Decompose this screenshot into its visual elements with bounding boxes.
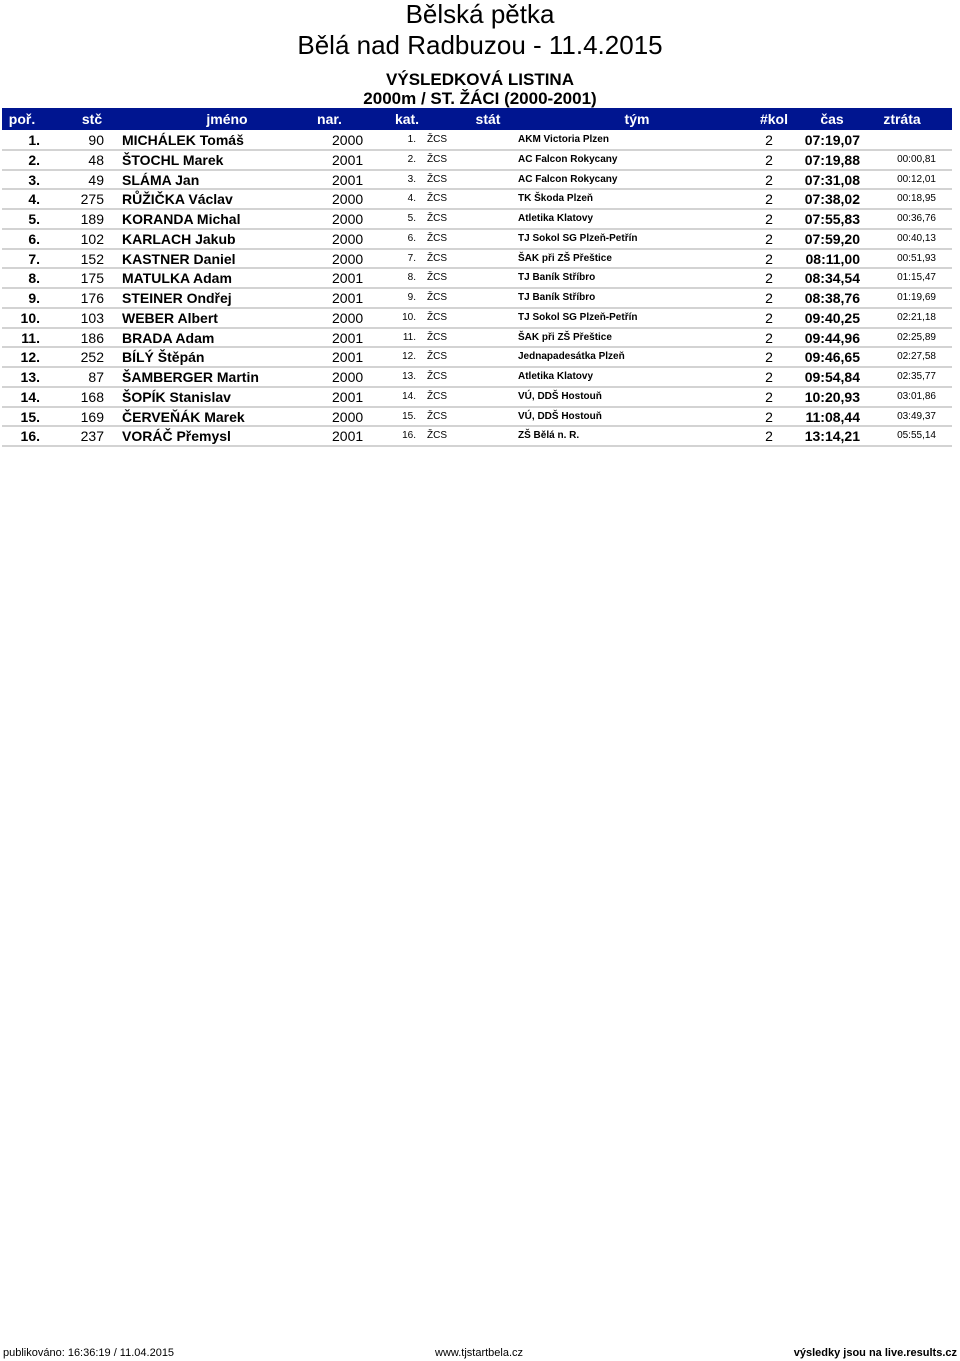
category-rank: 3. (407, 173, 416, 185)
table-header (2, 108, 952, 130)
column-header-laps: #kol (759, 111, 788, 127)
birth-year: 2001 (332, 329, 364, 346)
country: ŽCS (427, 430, 447, 442)
bib-number: 152 (80, 250, 104, 267)
team-name: AKM Victoria Plzen (518, 134, 609, 145)
bib-number: 175 (80, 270, 104, 287)
finish-time: 09:46,65 (804, 349, 860, 366)
column-header-time: čas (820, 111, 844, 127)
category-rank: 15. (402, 410, 416, 422)
athlete-name: BÍLÝ Štěpán (122, 349, 205, 366)
birth-year: 2000 (332, 132, 364, 148)
time-gap: 02:35,77 (897, 371, 936, 382)
table-row (2, 289, 952, 309)
country: ŽCS (427, 331, 447, 343)
birth-year: 2000 (332, 369, 364, 385)
table-row (2, 348, 952, 368)
table-row (2, 230, 952, 250)
finish-time: 10:20,93 (804, 388, 860, 405)
team-name: VÚ, DDŠ Hostouň (518, 390, 602, 402)
lap-count: 2 (765, 329, 773, 346)
birth-year: 2001 (332, 290, 364, 306)
lap-count: 2 (765, 132, 773, 148)
column-header-name: jméno (206, 111, 248, 127)
time-gap: 00:00,81 (897, 153, 936, 165)
result-position: 2. (28, 151, 40, 168)
result-position: 8. (28, 270, 40, 287)
time-gap: 00:36,76 (897, 213, 936, 224)
finish-time: 08:38,76 (804, 290, 860, 306)
category-rank: 2. (407, 153, 416, 165)
category-rank: 14. (402, 390, 416, 402)
lap-count: 2 (765, 171, 773, 188)
table-row (2, 171, 952, 191)
published-timestamp: publikováno: 16:36:19 / 11.04.2015 (3, 1347, 175, 1359)
bib-number: 237 (80, 428, 104, 445)
result-position: 10. (20, 309, 40, 326)
team-name: ZŠ Bělá n. R. (518, 430, 580, 442)
bib-number: 102 (80, 230, 104, 247)
birth-year: 2000 (332, 191, 364, 208)
category-rank: 4. (407, 193, 416, 205)
team-name: AC Falcon Rokycany (518, 153, 618, 165)
finish-time: 08:34,54 (804, 270, 860, 287)
team-name: TK Škoda Plzeň (518, 193, 594, 205)
bib-number: 176 (80, 290, 104, 306)
result-position: 5. (28, 211, 40, 227)
results-table (2, 131, 952, 447)
team-name: TJ Baník Stříbro (518, 272, 596, 284)
athlete-name: KORANDA Michal (122, 211, 241, 227)
team-name: Atletika Klatovy (518, 213, 594, 224)
category-rank: 1. (407, 134, 416, 145)
table-row (2, 329, 952, 349)
category-rank: 11. (402, 331, 416, 343)
finish-time: 07:38,02 (804, 191, 860, 208)
athlete-name: RŮŽIČKA Václav (122, 191, 233, 208)
team-name: VÚ, DDŠ Hostouň (518, 410, 602, 422)
lap-count: 2 (765, 211, 773, 227)
lap-count: 2 (765, 290, 773, 306)
website-link[interactable]: www.tjstartbela.cz (435, 1347, 524, 1359)
column-header-bib: stč (81, 111, 103, 127)
table-row (2, 408, 952, 428)
country: ŽCS (427, 351, 447, 363)
finish-time: 07:19,07 (804, 132, 860, 148)
category-title: 2000m / ST. ŽÁCI (2000-2001) (363, 89, 597, 108)
column-header-team: tým (624, 111, 650, 127)
lap-count: 2 (765, 191, 773, 208)
bib-number: 252 (80, 349, 104, 366)
category-rank: 13. (402, 371, 416, 382)
birth-year: 2000 (332, 408, 364, 425)
lap-count: 2 (765, 349, 773, 366)
bib-number: 168 (80, 388, 104, 405)
team-name: TJ Sokol SG Plzeň-Petřín (518, 232, 638, 244)
result-position: 13. (20, 369, 40, 385)
table-row (2, 151, 952, 171)
lap-count: 2 (765, 250, 773, 267)
country: ŽCS (427, 193, 447, 205)
time-gap: 05:55,14 (897, 430, 936, 442)
finish-time: 07:55,83 (804, 211, 860, 227)
table-row (2, 309, 952, 329)
result-position: 7. (28, 250, 40, 267)
time-gap: 03:49,37 (897, 410, 936, 422)
result-position: 6. (28, 230, 40, 247)
category-rank: 7. (407, 252, 416, 264)
birth-year: 2001 (332, 270, 364, 287)
team-name: TJ Baník Stříbro (518, 292, 596, 303)
birth-year: 2000 (332, 250, 364, 267)
country: ŽCS (427, 292, 447, 303)
lap-count: 2 (765, 309, 773, 326)
athlete-name: KASTNER Daniel (122, 250, 236, 267)
team-name: Atletika Klatovy (518, 371, 594, 382)
result-position: 15. (20, 408, 40, 425)
finish-time: 09:40,25 (804, 309, 860, 326)
athlete-name: ŠAMBERGER Martin (122, 369, 259, 385)
result-position: 3. (28, 171, 40, 188)
finish-time: 11:08,44 (805, 408, 860, 425)
country: ŽCS (427, 252, 447, 264)
bib-number: 49 (88, 171, 104, 188)
country: ŽCS (427, 213, 447, 224)
lap-count: 2 (765, 369, 773, 385)
column-header-country: stát (475, 111, 501, 127)
country: ŽCS (427, 311, 447, 323)
column-header-category-rank: kat. (394, 111, 420, 127)
athlete-name: MICHÁLEK Tomáš (122, 132, 244, 148)
result-position: 11. (21, 329, 40, 346)
country: ŽCS (427, 410, 447, 422)
athlete-name: BRADA Adam (122, 329, 215, 346)
table-row (2, 388, 952, 408)
country: ŽCS (427, 232, 447, 244)
finish-time: 08:11,00 (805, 250, 860, 267)
category-rank: 6. (407, 232, 416, 244)
bib-number: 90 (88, 132, 104, 148)
birth-year: 2001 (332, 428, 364, 445)
birth-year: 2001 (332, 151, 364, 168)
category-rank: 12. (402, 351, 416, 363)
time-gap: 01:19,69 (897, 292, 936, 303)
lap-count: 2 (765, 428, 773, 445)
category-rank: 16. (402, 430, 416, 442)
category-rank: 8. (407, 272, 416, 284)
bib-number: 48 (88, 151, 104, 168)
bib-number: 275 (80, 191, 104, 208)
finish-time: 09:44,96 (804, 329, 860, 346)
time-gap: 00:12,01 (897, 173, 936, 185)
country: ŽCS (427, 371, 447, 382)
table-row (2, 368, 952, 388)
team-name: AC Falcon Rokycany (518, 173, 618, 185)
birth-year: 2001 (332, 349, 364, 366)
athlete-name: KARLACH Jakub (122, 230, 236, 247)
column-header-position: poř. (8, 111, 36, 127)
result-position: 16. (20, 428, 40, 445)
time-gap: 02:21,18 (897, 311, 936, 323)
team-name: Jednapadesátka Plzeň (518, 351, 625, 363)
finish-time: 09:54,84 (804, 369, 860, 385)
table-row (2, 269, 952, 289)
lap-count: 2 (765, 388, 773, 405)
country: ŽCS (427, 134, 447, 145)
birth-year: 2001 (332, 388, 364, 405)
result-position: 1. (28, 132, 40, 148)
athlete-name: VORÁČ Přemysl (122, 428, 231, 445)
time-gap: 01:15,47 (897, 272, 936, 284)
time-gap: 02:27,58 (897, 351, 936, 363)
result-position: 9. (28, 290, 40, 306)
time-gap: 02:25,89 (897, 331, 936, 343)
result-position: 14. (20, 388, 40, 405)
result-position: 12. (20, 349, 40, 366)
athlete-name: WEBER Albert (122, 309, 218, 326)
lap-count: 2 (765, 408, 773, 425)
result-position: 4. (28, 191, 40, 208)
live-results-note: výsledky jsou na live.results.cz (793, 1347, 957, 1359)
category-rank: 5. (407, 213, 416, 224)
finish-time: 07:19,88 (804, 151, 860, 168)
category-rank: 10. (402, 311, 416, 323)
column-header-birth-year: nar. (317, 111, 342, 127)
country: ŽCS (427, 153, 447, 165)
time-gap: 00:51,93 (897, 252, 936, 264)
bib-number: 169 (80, 408, 104, 425)
athlete-name: MATULKA Adam (122, 270, 232, 287)
country: ŽCS (427, 390, 447, 402)
lap-count: 2 (765, 270, 773, 287)
athlete-name: SLÁMA Jan (122, 171, 200, 188)
time-gap: 03:01,86 (897, 390, 936, 402)
athlete-name: STEINER Ondřej (122, 290, 232, 306)
table-row (2, 210, 952, 230)
results-list-title: VÝSLEDKOVÁ LISTINA (386, 70, 574, 89)
bib-number: 103 (80, 309, 104, 326)
athlete-name: ŠTOCHL Marek (122, 151, 224, 168)
birth-year: 2000 (332, 211, 364, 227)
column-header-gap: ztráta (883, 111, 921, 127)
team-name: ŠAK při ZŠ Přeštice (518, 252, 612, 264)
birth-year: 2001 (332, 171, 364, 188)
team-name: TJ Sokol SG Plzeň-Petřín (518, 311, 638, 323)
country: ŽCS (427, 173, 447, 185)
country: ŽCS (427, 272, 447, 284)
category-rank: 9. (407, 292, 416, 303)
table-row (2, 190, 952, 210)
event-location-date: Bělá nad Radbuzou - 11.4.2015 (297, 30, 663, 60)
event-title: Bělská pětka (405, 0, 555, 29)
team-name: ŠAK při ZŠ Přeštice (518, 331, 612, 343)
birth-year: 2000 (332, 230, 364, 247)
lap-count: 2 (765, 230, 773, 247)
finish-time: 07:59,20 (804, 230, 860, 247)
table-row (2, 131, 952, 151)
bib-number: 186 (80, 329, 104, 346)
finish-time: 07:31,08 (804, 171, 860, 188)
time-gap: 00:18,95 (897, 193, 936, 205)
athlete-name: ČERVEŇÁK Marek (122, 408, 245, 425)
bib-number: 189 (80, 211, 104, 227)
table-row (2, 250, 952, 270)
bib-number: 87 (88, 369, 104, 385)
finish-time: 13:14,21 (804, 428, 860, 445)
athlete-name: ŠOPÍK Stanislav (122, 388, 231, 405)
lap-count: 2 (765, 151, 773, 168)
table-row (2, 427, 952, 447)
birth-year: 2000 (332, 309, 364, 326)
time-gap: 00:40,13 (897, 232, 936, 244)
